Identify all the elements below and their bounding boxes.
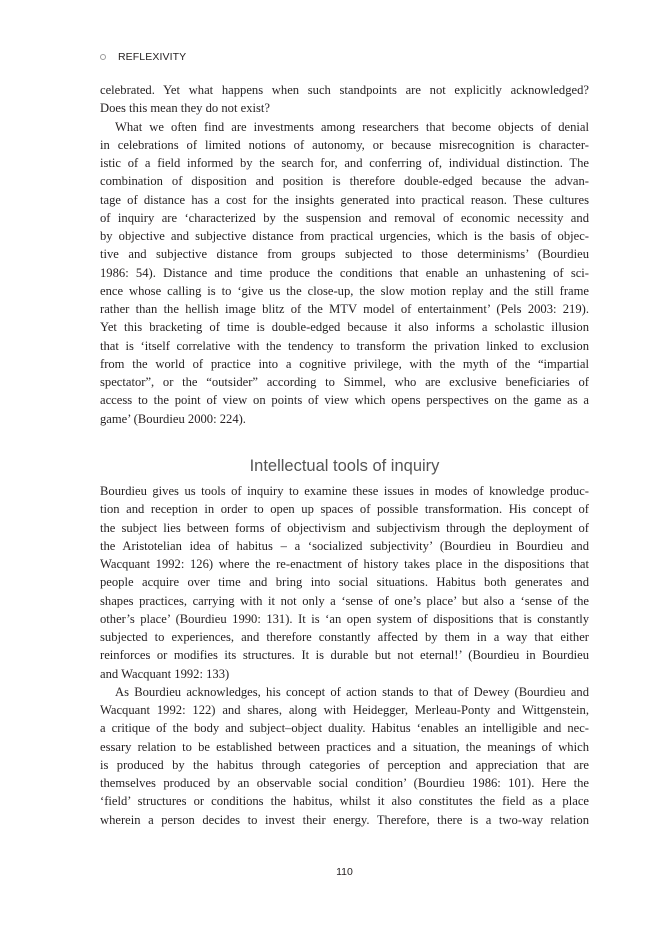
page-number: 110 <box>336 866 353 878</box>
text-line: combination of disposition and position is therefore double-edged because the advan- <box>100 174 589 189</box>
text-line: people acquire over time and bring into social situations. Habitus both generates and <box>100 575 589 590</box>
text-line: spectator”, or the “outsider” according to Simmel, who are exclusive beneficiaries of <box>100 375 589 389</box>
text-line: Wacquant 1992: 126) where the re-enactment of history takes place in the dispositions that <box>100 557 589 571</box>
paragraph <box>100 81 589 118</box>
text-line: As Bourdieu acknowledges, his concept of action stands to that of Dewey (Bourdieu and <box>115 684 589 699</box>
text-line: game’ (Bourdieu 2000: 224). <box>100 411 246 426</box>
text-line: is produced by the habitus through categories of perception and appreciation that are <box>100 757 589 772</box>
text-line: ence whose calling is to ‘give us the close-up, the slow motion replay and the still frame <box>100 283 589 298</box>
text-line: ‘field’ structures or conditions the habitus, whilst it also constitutes the field as a place <box>100 794 589 809</box>
text-line: shapes practices, carrying with it not only a ‘sense of one’s place’ but also a ‘sense of the <box>100 593 589 608</box>
text-line: essary relation to be established between practices and a situation, the meanings of which <box>100 739 589 754</box>
text-line: tage of distance has a cost for the insights generated into practical reason. These cultures <box>100 192 589 207</box>
paragraph <box>100 482 589 683</box>
paragraph <box>100 683 589 829</box>
text-line: rather than the hellish image blitz of the MTV model of entertainment’ (Pels 2003: 219). <box>100 302 589 316</box>
text-line: tive and subjective distance from groups subjected to those determinisms’ (Bourdieu <box>100 247 589 262</box>
text-line: What we often find are investments among researchers that become objects of denial <box>115 119 589 134</box>
section-1-body <box>100 81 589 428</box>
text-line: Wacquant 1992: 122) and shares, along with Heidegger, Merleau-Ponty and Wittgenstein, <box>100 703 589 717</box>
text-line: a critique of the body and subject–object duality. Habitus ‘enables an intelligible and nec- <box>100 721 589 736</box>
text-line: in celebrations of limited notions of autonomy, or because misrecognition is character- <box>100 137 589 152</box>
text-line: 1986: 54). Distance and time produce the conditions that enable an unhastening of sci- <box>100 265 589 280</box>
paragraph <box>100 118 589 428</box>
text-line: wherein a person decides to invest their energy. Therefore, there is a two-way relation <box>100 812 589 827</box>
section-2-body <box>100 482 589 829</box>
text-line: the subject lies between forms of objectivism and subjectivism through the deployment of <box>100 520 589 535</box>
text-line: Bourdieu gives us tools of inquiry to examine these issues in modes of knowledge produc- <box>100 484 589 498</box>
text-line: Yet this bracketing of time is double-edged because it also informs a scholastic illusion <box>100 320 589 335</box>
circle-bullet-icon <box>100 54 106 60</box>
text-line: tion and reception in order to open up spaces of possible transformation. His concept of <box>100 502 589 517</box>
text-line: access to the point of view on points of view which opens perspectives on the game as a <box>100 393 589 408</box>
text-line: of inquiry are ‘characterized by the suspension and removal of economic necessity and <box>100 210 589 225</box>
text-line: from the world of practice into a cognitive privilege, with the myth of the “impartial <box>100 356 589 371</box>
text-line: themselves produced by an observable social condition’ (Bourdieu 1986: 101). Here the <box>100 776 589 790</box>
text-line: the Aristotelian idea of habitus – a ‘socialized subjectivity’ (Bourdieu in Bourdieu and <box>100 538 589 553</box>
text-line: that is ‘itself correlative with the tendency to transform the privation linked to exclusion <box>100 338 589 353</box>
section-heading: Intellectual tools of inquiry <box>249 457 440 475</box>
running-head <box>100 50 186 64</box>
text-line: istic of a field informed by the search for, and conferring of, individual distinction. The <box>100 156 589 170</box>
running-head-title: REFLEXIVITY <box>118 51 187 63</box>
text-line: Does this mean they do not exist? <box>100 101 270 116</box>
text-line: by objective and subjective distance from practical urgencies, which is the basis of objec- <box>100 229 589 243</box>
text-line: and Wacquant 1992: 133) <box>100 666 230 681</box>
text-line: subjected to experiences, and therefore constantly affected by them in a way that either <box>100 630 589 644</box>
text-line: other’s place’ (Bourdieu 1990: 131). It is ‘an open system of dispositions that is constantly <box>100 611 589 626</box>
text-line: celebrated. Yet what happens when such standpoints are not explicitly acknowledged? <box>100 83 589 97</box>
text-line: reinforces or modifies its structures. It is durable but not eternal!’ (Bourdieu in Bourdieu <box>100 648 589 663</box>
